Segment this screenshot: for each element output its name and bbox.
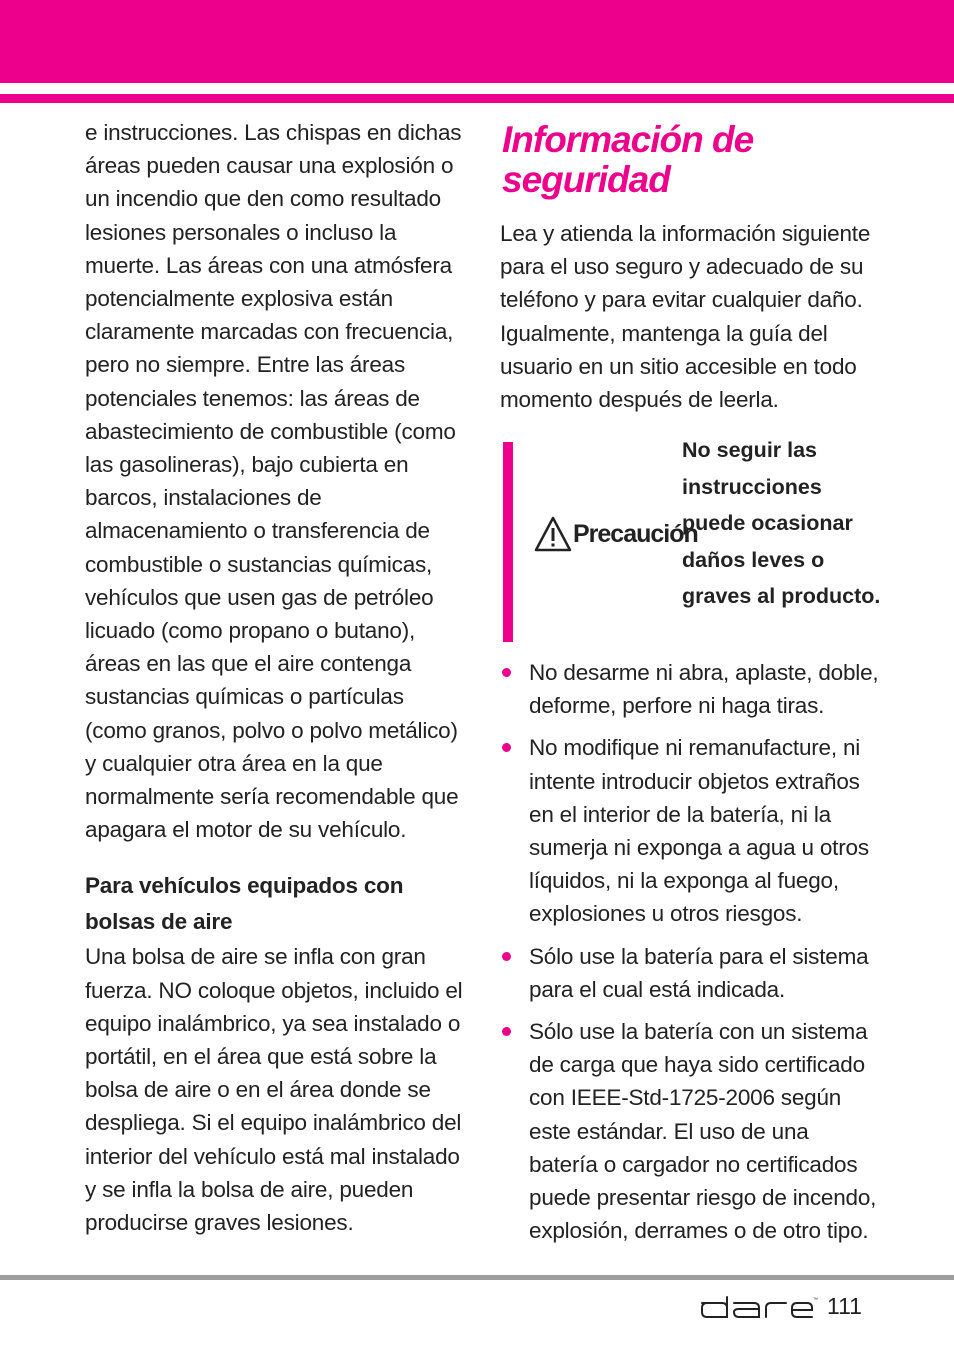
bullet-icon xyxy=(502,952,511,961)
caution-box xyxy=(503,432,883,647)
bullet-icon xyxy=(502,1027,511,1036)
left-column xyxy=(85,116,465,1239)
list-item-text: No modifique ni remanufacture, ni intente introducir objetos extraños en el interior de la batería, ni la sumerja ni exponga a agua u otros líquidos, ni la exponga al fuego, explosiones u otros riesgos. xyxy=(529,735,869,927)
airbag-paragraph: Una bolsa de aire se infla con gran fuerza. NO coloque objetos, incluido el equipo inalámbrico, ya sea instalado o portátil, en el área que está sobre la bolsa de aire o en el área donde se despliega. Si el equipo inalámbrico del interior del vehículo está mal instalado y se infla la bolsa de aire, pueden producirse graves lesiones. xyxy=(85,944,463,1236)
list-item-text: Sólo use la batería para el sistema para el cual está indicada. xyxy=(529,943,869,1002)
list-item xyxy=(500,1015,880,1247)
list-item xyxy=(500,731,880,930)
warning-triangle-icon xyxy=(533,514,573,554)
list-item-text: Sólo use la batería con un sistema de carga que haya sido certificado con IEEE-Std-1725-2006 según este estándar. El uso de una batería o cargador no certificados puede presentar riesgo de incendo, explosión, derrames o de otro tipo. xyxy=(529,1019,877,1244)
battery-safety-list xyxy=(500,656,880,1256)
page-title: Información de seguridad xyxy=(502,119,754,200)
brand-logo xyxy=(700,1295,818,1323)
caution-text: No seguir las instrucciones puede ocasionar daños leves o graves al producto. xyxy=(682,438,881,608)
caution-bar xyxy=(503,442,513,642)
right-intro xyxy=(500,217,880,416)
page-number: 111 xyxy=(827,1293,862,1319)
safety-intro-paragraph: Lea y atienda la información siguiente para el uso seguro y adecuado de su teléfono y para evitar cualquier daño. Igualmente, mantenga la guía del usuario en un sitio accesible en todo momento después de leerla. xyxy=(500,221,871,413)
bullet-icon xyxy=(502,743,511,752)
bullet-icon xyxy=(502,668,511,677)
list-item xyxy=(500,656,880,722)
header-band xyxy=(0,0,954,83)
list-item xyxy=(500,940,880,1006)
caution-label: Precaución xyxy=(573,520,698,548)
svg-text:™: ™ xyxy=(813,1297,818,1303)
list-item-text: No desarme ni abra, aplaste, doble, deforme, perfore ni haga tiras. xyxy=(529,660,879,719)
explosive-areas-paragraph: e instrucciones. Las chispas en dichas áreas pueden causar una explosión o un incendio que den como resultado lesiones personales o incluso la muerte. Las áreas con una atmósfera potencialmente explosiva están claramente marcadas con frecuencia, pero no siempre. Entre las áreas potenciales tenemos: las áreas de abastecimiento de combustible (como las gasolineras), bajo cubierta en barcos, instalaciones de almacenamiento o transferencia de combustible o sustancias químicas, vehículos que usen gas de petróleo licuado (como propano o butano), áreas en las que el aire contenga sustancias químicas o partículas (como granos, polvo o polvo metálico) y cualquier otra área en la que normalmente sería recomendable que apagara el motor de su vehículo. xyxy=(85,120,462,843)
footer-rule xyxy=(0,1275,954,1280)
airbag-subheading: Para vehículos equipados con bolsas de aire xyxy=(85,873,404,935)
header-rule xyxy=(0,94,954,103)
